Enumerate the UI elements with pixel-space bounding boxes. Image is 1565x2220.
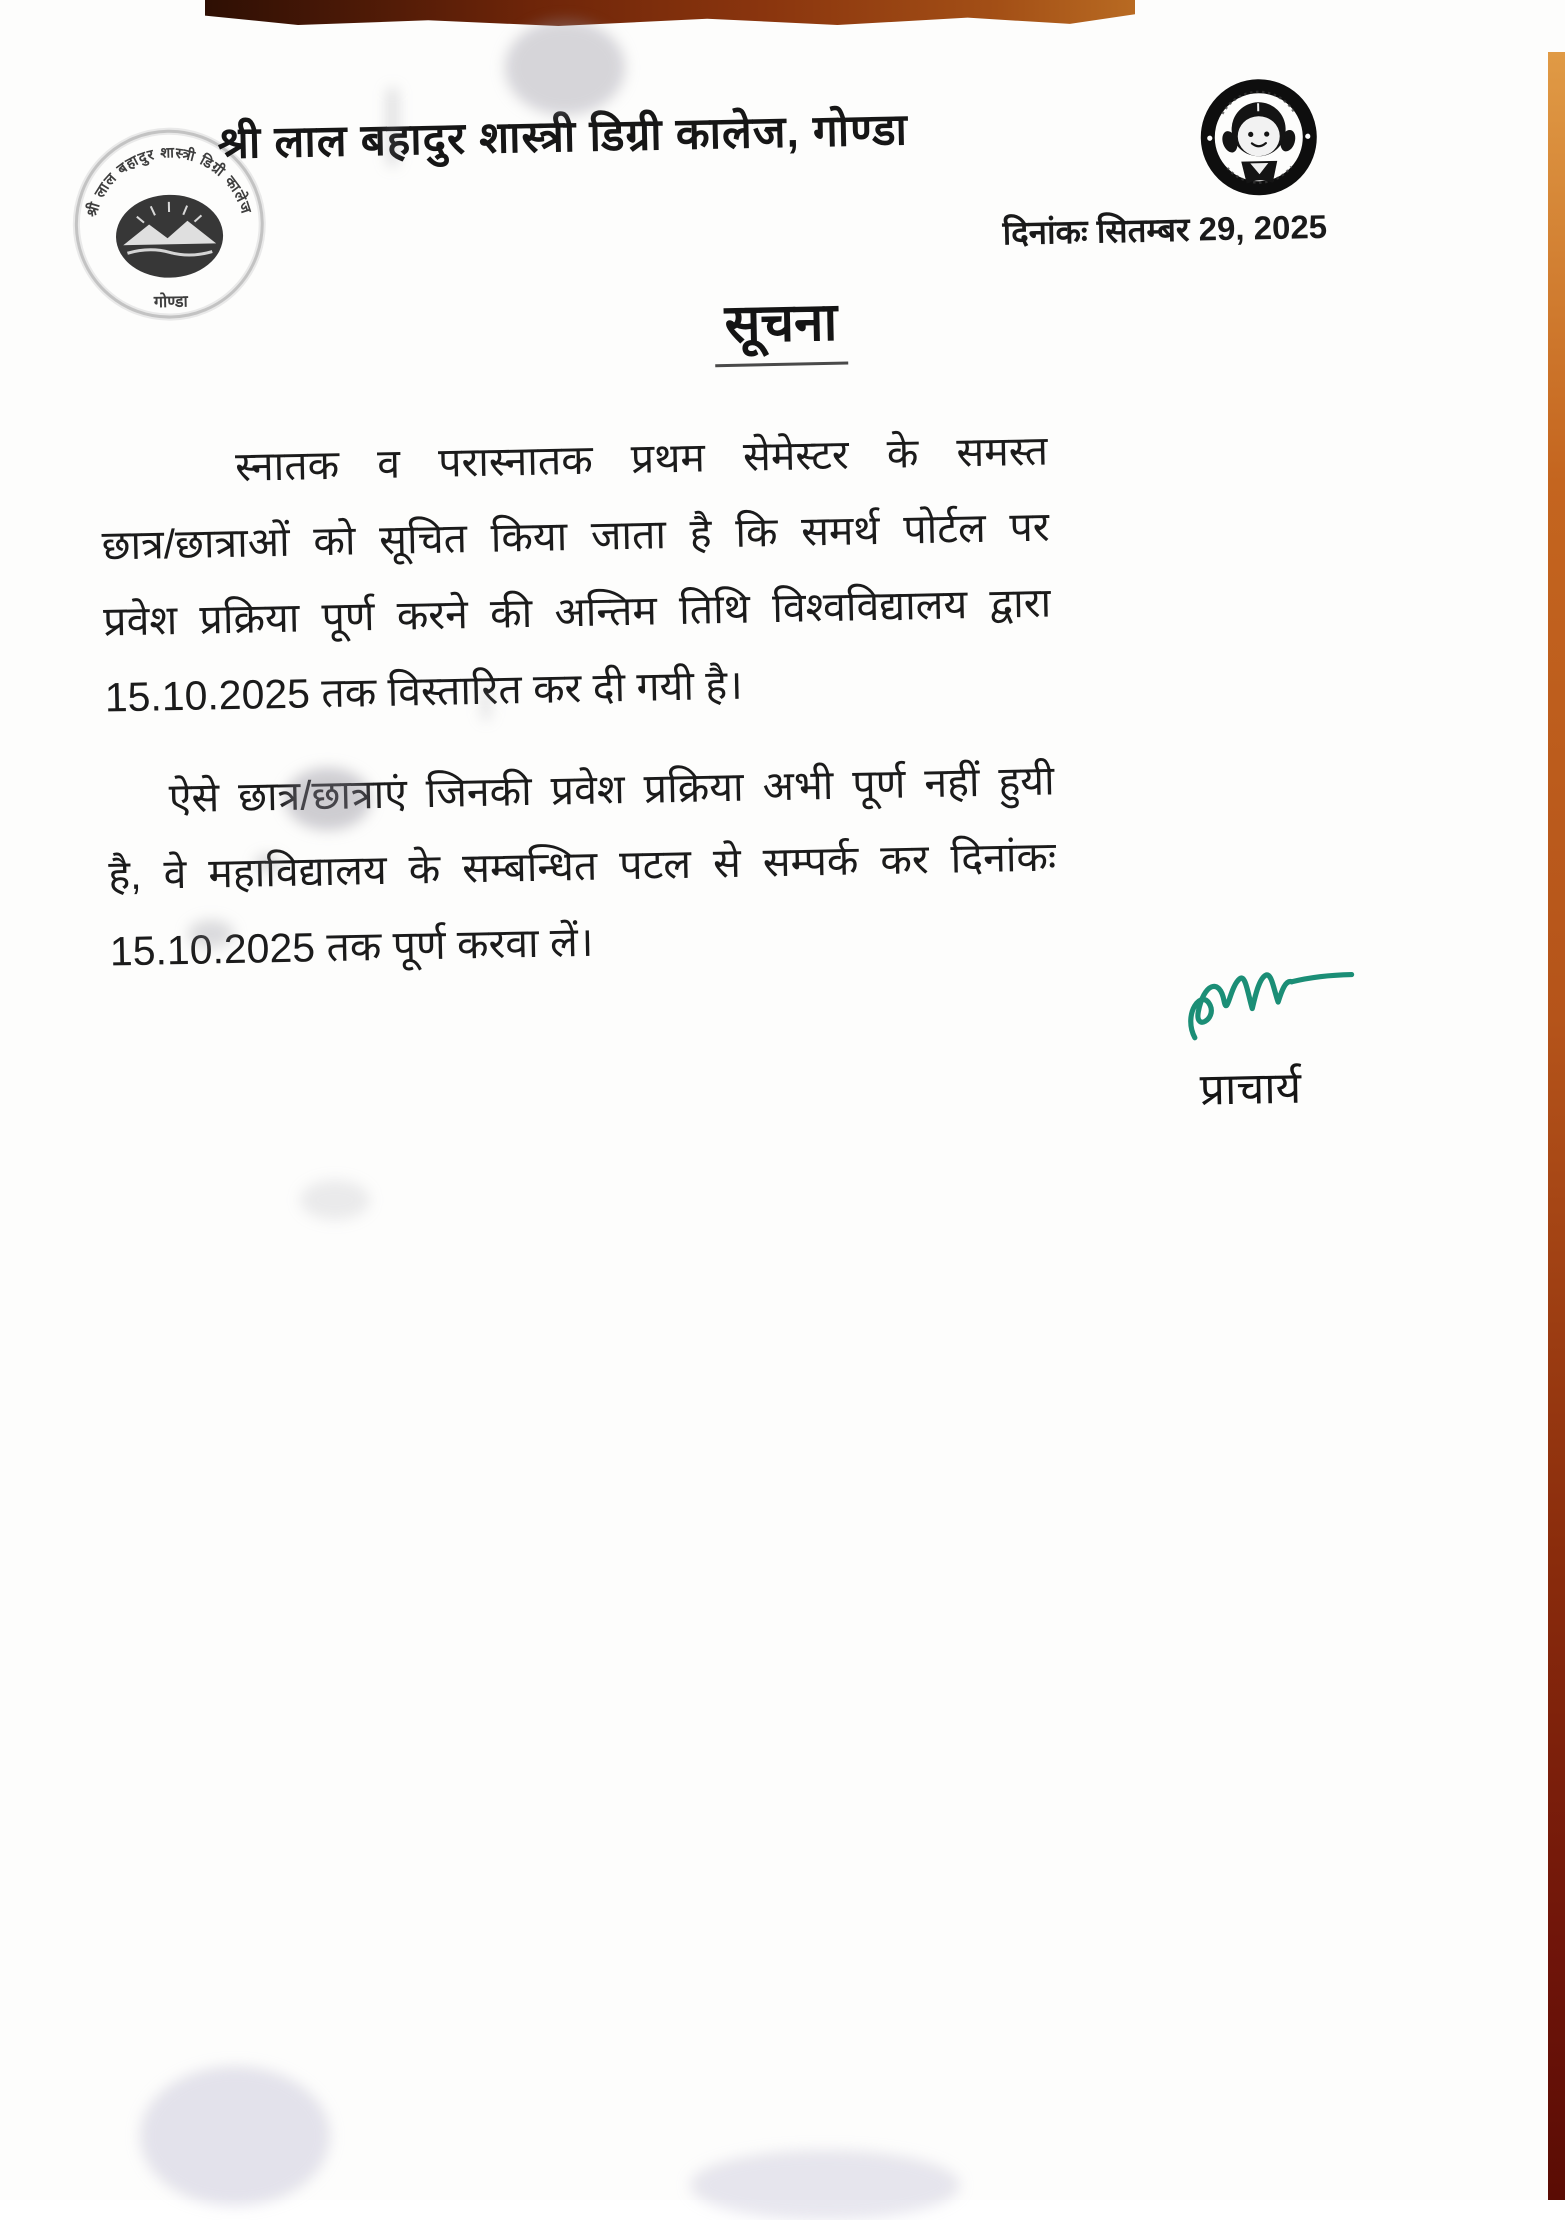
college-name: श्री लाल बहादुर शास्त्री डिग्री कालेज, गोण्डा [217,97,908,171]
notice-body [99,413,1058,990]
body-line: 15.10.2025 तक पूर्ण करवा लें। [109,894,1058,989]
signature-block [1179,950,1402,1118]
body-line: ऐसे छात्र/छात्राएं जिनकी प्रवेश प्रक्रिया अभी पूर्ण नहीं हुयी [106,742,1055,837]
seal-arc-text: श्री लाल बहादुर शास्त्री डिग्री कालेज [81,143,254,220]
body-line: है, वे महाविद्यालय के सम्बन्धित पटल से सम्पर्क कर दिनांकः [108,818,1057,913]
notice-date: दिनांकः सितम्बर 29, 2025 [1002,203,1325,254]
paragraph-1 [99,413,1053,736]
body-line: 15.10.2025 तक विस्तारित कर दी गयी है। [104,641,1053,736]
body-line: स्नातक व परास्नातक प्रथम सेमेस्टर के समस्त [99,413,1048,508]
girl-emblem-icon [1198,75,1320,199]
paragraph-2 [106,742,1058,989]
body-line: प्रवेश प्रक्रिया पूर्ण करने की अन्तिम तिथि विश्वविद्यालय द्वारा [102,565,1051,660]
signatory-designation: प्राचार्य [1199,1054,1402,1118]
body-line: छात्र/छात्राओं को सूचित किया जाता है कि समर्थ पोर्टल पर [101,489,1050,584]
seal-bottom-text: गोण्डा [153,292,189,312]
notice-title-text: सूचना [714,283,848,368]
principal-signature [1179,950,1371,1056]
